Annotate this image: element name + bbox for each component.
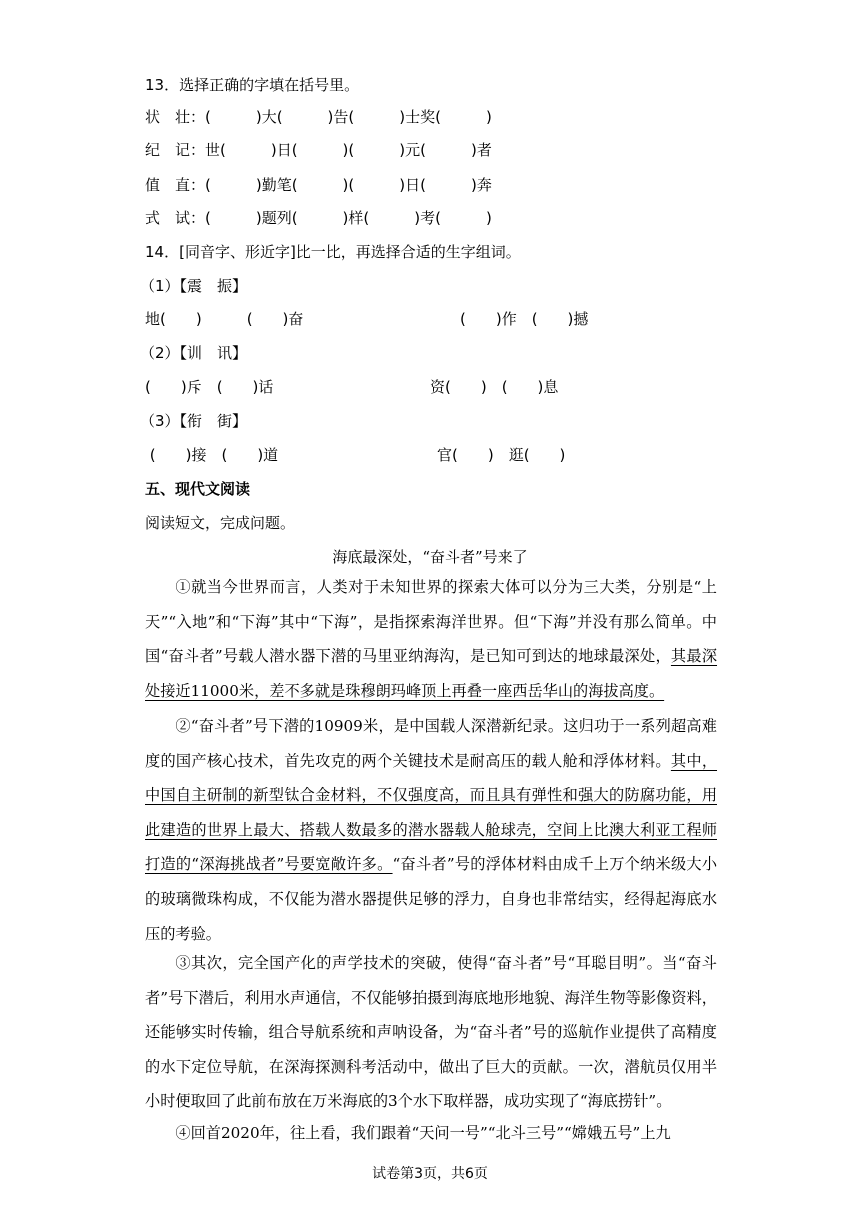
q13-row-lead: 状 壮： (145, 108, 206, 126)
q13-row-lead: 纪 记： (145, 141, 206, 159)
paragraph-2-underlined: 其中，中国自主研制的新型钛合金材料，不仅强度高，而且具有弹性和强大的防腐功能，用此建造的世界上最大、搭载人数最多的潜水器载人舱球壳，空间上比澳大利亚工程师打造的“深海挑战者”号要宽敞许多。 (145, 751, 718, 874)
q14-group-1-right: ( )作 ( )撼 (460, 310, 589, 328)
paragraph-1-text: ①就当今世界而言，人类对于未知世界的探索大体可以分为三大类，分别是“上天”“入地”和“下海”其中“下海”，是指探索海洋世界。但“下海”并没有那么简单。中国“奋斗者”号载人潜水器下潜的马里亚纳海沟，是已知可到达的地球最深处， (145, 578, 717, 666)
paragraph-2-text-b: “奋斗者”号的浮体材料由成千上万个纳米级大小的玻璃微珠构成，不仅能为潜水器提供足够的浮力，自身也非常结实，经得起海底水压的考验。 (145, 855, 718, 943)
paragraph-1-underlined: 其最深处接近11000米，差不多就是珠穆朗玛峰顶上再叠一座西岳华山的海拔高度。 (145, 647, 718, 700)
q14-group-3-left: ( )接 ( )道 (145, 446, 279, 464)
q14-group-1-left: 地( ) ( )奋 (145, 310, 304, 328)
reading-instruction: 阅读短文，完成问题。 (145, 514, 296, 532)
q13-row-blanks: ( )题列( )样( )考( ) (205, 209, 492, 227)
paragraph-2-text-a: ②“奋斗者”号下潜的10909米，是中国载人深潜新纪录。这归功于一系列超高难度的国产核心技术，首先攻克的两个关键技术是耐高压的载人舱和浮体材料。 (145, 717, 717, 770)
q14-group-2-head: （2）【训 讯】 (140, 344, 248, 362)
question-14-title: 14．[同音字、形近字]比一比，再选择合适的生字组词。 (145, 243, 521, 261)
paragraph-4: ④回首2020年，往上看，我们跟着“天问一号”“北斗三号”“嫦娥五号”上九 (175, 1124, 671, 1142)
q13-row-lead: 式 试： (145, 209, 206, 227)
q14-group-3-head: （3）【衔 街】 (140, 412, 248, 430)
q14-group-3-right: 官( ) 逛( ) (437, 446, 566, 464)
paragraph-1 (145, 570, 717, 708)
section-heading: 五、现代文阅读 (145, 480, 251, 498)
paragraph-2 (145, 709, 717, 951)
article-title: 海底最深处，“奋斗者”号来了 (332, 548, 528, 566)
q13-row-lead: 值 直： (145, 176, 206, 194)
q13-row-blanks: ( )勤笔( )( )日( )奔 (205, 176, 492, 194)
q14-group-1-head: （1）【震 振】 (140, 277, 248, 295)
question-13-title: 13．选择正确的字填在括号里。 (145, 76, 360, 94)
paragraph-3: ③其次，完全国产化的声学技术的突破，使得“奋斗者”号“耳聪目明”。当“奋斗者”号下潜后，利用水声通信，不仅能够拍摄到海底地形地貌、海洋生物等影像资料，还能够实时传输，组合导航系统和声呐设备，为“奋斗者”号的巡航作业提供了高精度的水下定位导航，在深海探测科考活动中，做出了巨大的贡献。一次，潜航员仅用半小时便取回了此前布放在万米海底的3个水下取样器，成功实现了“海底捞针”。 (145, 954, 717, 1111)
q13-row-blanks: 世( )日( )( )元( )者 (205, 141, 492, 159)
q14-group-2-right: 资( ) ( )息 (430, 378, 559, 396)
q14-group-2-left: ( )斥 ( )话 (145, 378, 274, 396)
q13-row-blanks: ( )大( )告( )士奖( ) (205, 108, 492, 126)
page-footer: 试卷第3页，共6页 (372, 1166, 488, 1182)
